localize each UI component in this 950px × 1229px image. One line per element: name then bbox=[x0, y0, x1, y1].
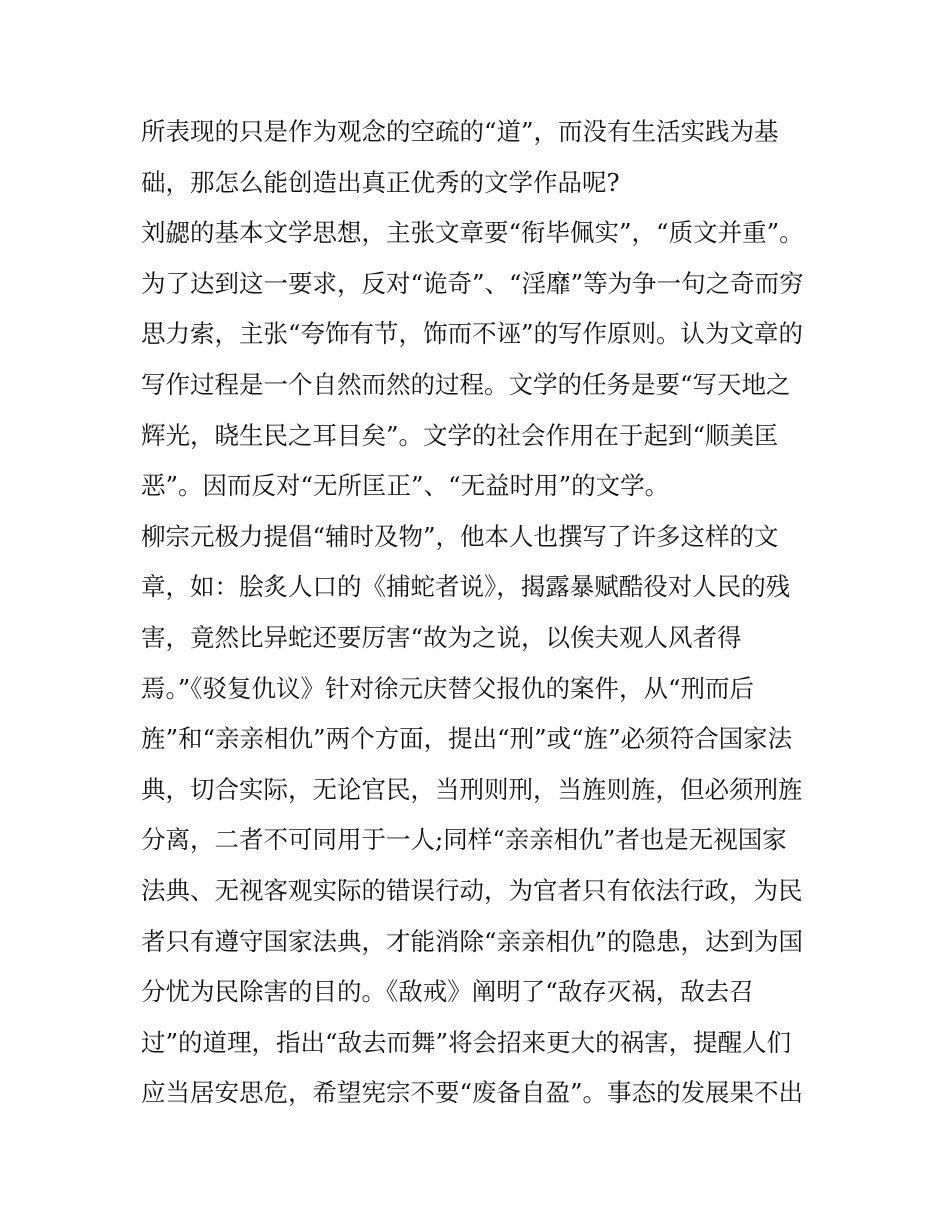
text-line: 柳宗元极力提倡“辅时及物”，他本人也撰写了许多这样的文 bbox=[141, 521, 779, 551]
text-line: 辉光，晓生民之耳目矣”。文学的社会作用在于起到“顺美匡 bbox=[141, 420, 779, 450]
text-line: 分忧为民除害的目的。《敌戒》阐明了“敌存灭祸，敌去召 bbox=[141, 977, 754, 1007]
text-line: 法典、无视客观实际的错误行动，为官者只有依法行政，为民 bbox=[141, 875, 803, 905]
body-text bbox=[141, 107, 821, 1119]
text-line: 所表现的只是作为观念的空疏的“道”，而没有生活实践为基 bbox=[141, 117, 779, 146]
text-line: 害，竟然比异蛇还要厉害“故为之说，以俟夫观人风者得 bbox=[141, 622, 742, 652]
text-line: 思力索，主张“夸饰有节，饰而不诬”的写作原则。认为文章的 bbox=[141, 319, 804, 349]
text-line: 焉。”《驳复仇议》针对徐元庆替父报仇的案件，从“刑而后 bbox=[141, 673, 755, 703]
text-line: 分离，二者不可同用于一人;同样“亲亲相仇”者也是无视国家 bbox=[141, 825, 787, 855]
text-line: 旌”和“亲亲相仇”两个方面，提出“刑”或“旌”必须符合国家法 bbox=[141, 724, 793, 754]
text-line: 础，那怎么能创造出真正优秀的文学作品呢? bbox=[141, 167, 620, 197]
text-line: 为了达到这一要求，反对“诡奇”、“淫靡”等为争一句之奇而穷 bbox=[141, 268, 804, 298]
text-line: 章，如：脍炙人口的《捕蛇者说》，揭露暴赋酷役对人民的残 bbox=[141, 572, 791, 602]
text-line: 典，切合实际，无论官民，当刑则刑，当旌则旌，但必须刑旌 bbox=[141, 774, 803, 804]
text-line: 应当居安思危，希望宪宗不要“废备自盈”。事态的发展果不出 bbox=[141, 1078, 804, 1108]
text-line: 者只有遵守国家法典，才能消除“亲亲相仇”的隐患，达到为国 bbox=[141, 926, 804, 956]
text-line: 过”的道理，指出“敌去而舞”将会招来更大的祸害，提醒人们 bbox=[141, 1027, 792, 1057]
text-line: 恶”。因而反对“无所匡正”、“无益时用”的文学。 bbox=[141, 471, 670, 501]
text-line: 刘勰的基本文学思想，主张文章要“衔毕佩实”，“质文并重”。 bbox=[141, 218, 804, 248]
text-line: 写作过程是一个自然而然的过程。文学的任务是要“写天地之 bbox=[141, 369, 791, 399]
